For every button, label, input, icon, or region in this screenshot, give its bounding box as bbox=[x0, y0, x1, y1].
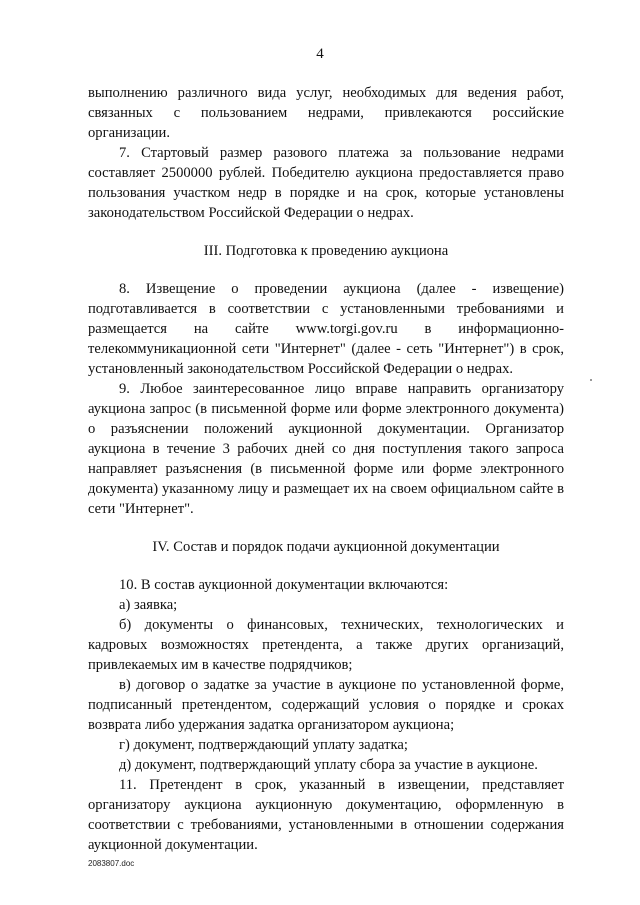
scan-speck bbox=[590, 379, 592, 381]
paragraph-9: 9. Любое заинтересованное лицо вправе направить организатору аукциона запрос (в письменной форме или форме электронного документа) о разъяснении положений аукционной документации. Организатор аукциона в течение 3 рабочих дней со дня поступления такого запроса направляет разъяснения (в письменной форме или форме электронного документа) указанному лицу и размещает их на своем официальном сайте в сети "Интернет". bbox=[88, 381, 564, 517]
paragraph-continuation: выполнению различного вида услуг, необходимых для ведения работ, связанных с пользованием недрами, привлекаются российские организации. bbox=[88, 85, 564, 141]
paragraph-8: 8. Извещение о проведении аукциона (далее - извещение) подготавливается в соответствии с установленными требованиями и размещается на сайте www.torgi.gov.ru в информационно-телекоммуникационной сети "Интернет" (далее - сеть "Интернет") в срок, установленный законодательством Российской Федерации о недрах. bbox=[88, 281, 564, 377]
document-body bbox=[88, 83, 564, 855]
list-item-g: г) документ, подтверждающий уплату задатка; bbox=[119, 737, 408, 753]
page-number: 4 bbox=[316, 46, 324, 62]
list-item-v: в) договор о задатке за участие в аукционе по установленной форме, подписанный претендентом, содержащий условия о порядке и сроках возврата либо удержания задатка организатором аукциона; bbox=[88, 677, 564, 733]
section-3-heading: III. Подготовка к проведению аукциона bbox=[203, 243, 449, 259]
section-4-heading: IV. Состав и порядок подачи аукционной документации bbox=[152, 539, 500, 555]
list-item-b: б) документы о финансовых, технических, технологических и кадровых возможностях претендента, а также других организаций, привлекаемых им в качестве подрядчиков; bbox=[88, 617, 564, 673]
list-item-d: д) документ, подтверждающий уплату сбора за участие в аукционе. bbox=[119, 757, 538, 773]
paragraph-11: 11. Претендент в срок, указанный в извещении, представляет организатору аукциона аукционную документацию, оформленную в соответствии с требованиями, установленными в отношении содержания аукционной документации. bbox=[88, 777, 564, 853]
paragraph-10: 10. В состав аукционной документации включаются: bbox=[119, 577, 449, 593]
footer-filename: 2083807.doc bbox=[88, 859, 135, 868]
list-item-a: а) заявка; bbox=[119, 597, 178, 613]
paragraph-7: 7. Стартовый размер разового платежа за пользование недрами составляет 2500000 рублей. Победителю аукциона предоставляется право пользования участком недр в порядке и на срок, которые установлены законодательством Российской Федерации о недрах. bbox=[88, 145, 564, 221]
